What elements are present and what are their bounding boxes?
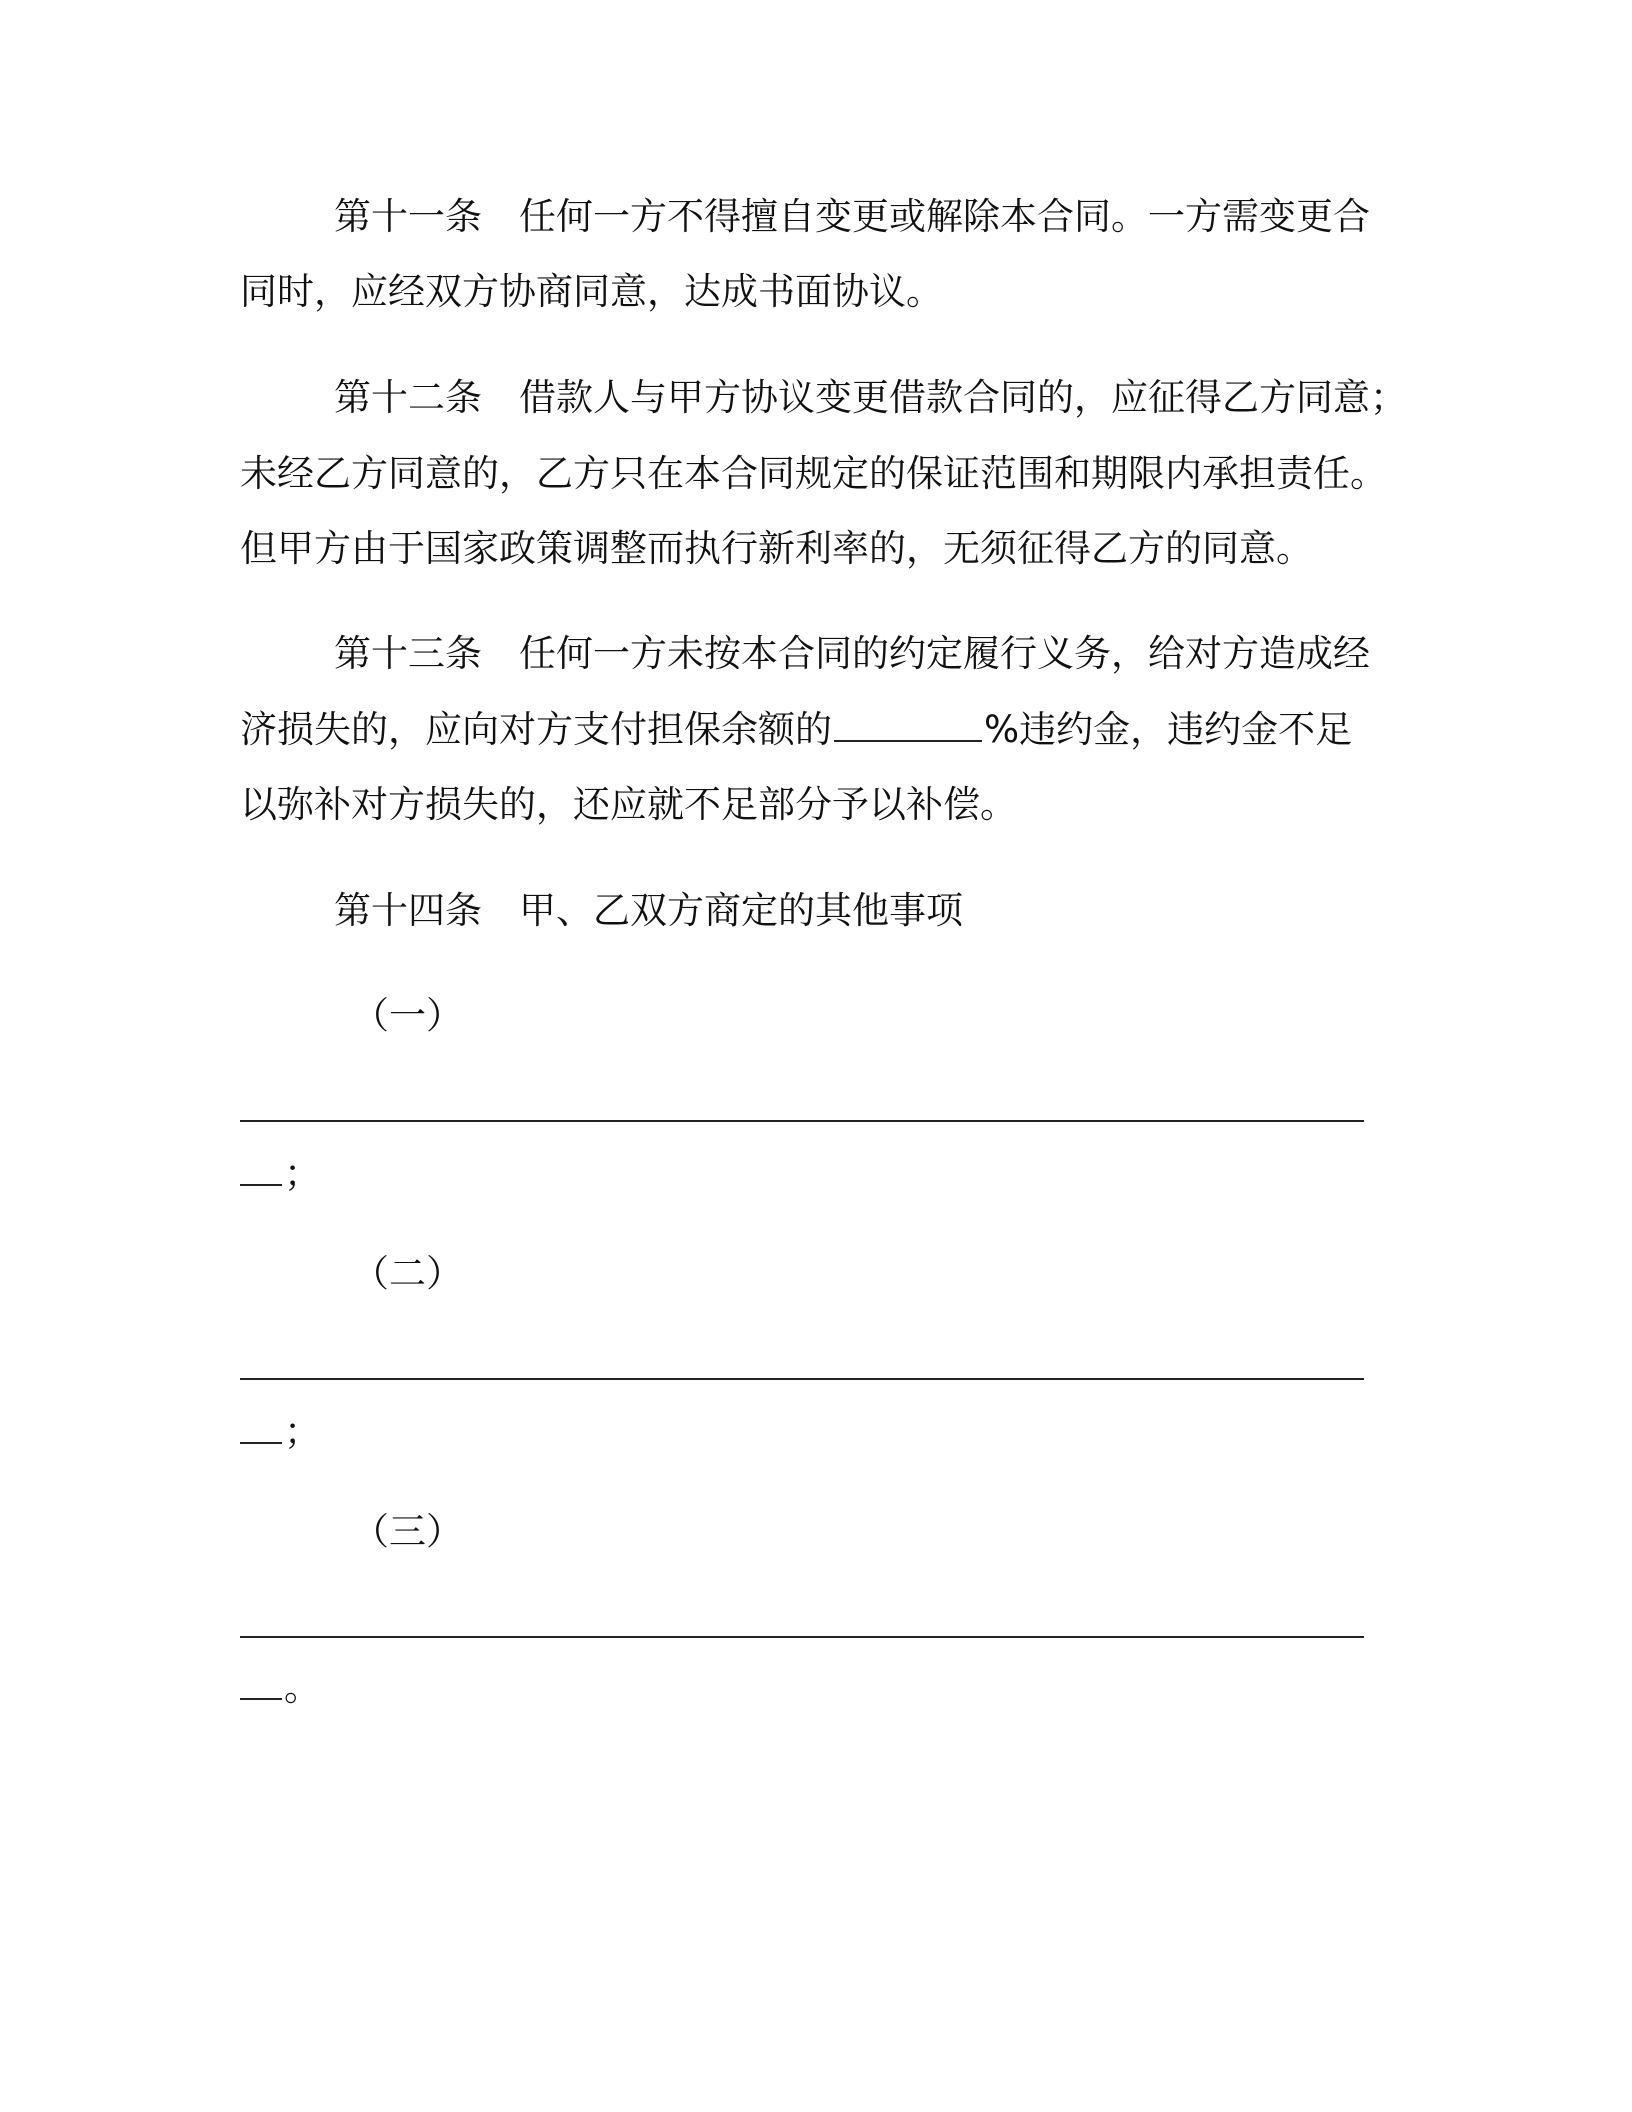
article-14-heading: 第十四条 甲、乙双方商定的其他事项 xyxy=(334,889,963,932)
article-11-line-1: 第十一条 任何一方不得擅自变更或解除本合同。一方需变更合 xyxy=(334,195,1370,238)
item-1-label: （一） xyxy=(352,994,463,1037)
item-2-tail xyxy=(240,1408,321,1456)
item-1-tail xyxy=(240,1150,321,1198)
item-2-blank-stub xyxy=(240,1412,282,1444)
item-2-end-mark: ； xyxy=(284,1410,321,1453)
item-3-blank-line xyxy=(240,1636,1364,1638)
article-11-line-2: 同时，应经双方协商同意，达成书面协议。 xyxy=(240,270,943,313)
article-13-line-1: 第十三条 任何一方未按本合同的约定履行义务，给对方造成经 xyxy=(334,632,1370,675)
item-3-tail xyxy=(240,1664,321,1712)
item-3-blank-stub xyxy=(240,1668,282,1700)
item-2-label: （二） xyxy=(352,1252,463,1295)
article-12-line-2: 未经乙方同意的，乙方只在本合同规定的保证范围和期限内承担责任。 xyxy=(240,452,1387,495)
item-1-end-mark: ； xyxy=(284,1152,321,1195)
article-13-line-2 xyxy=(240,706,1352,754)
item-2-blank-line xyxy=(240,1378,1364,1380)
item-3-label: （三） xyxy=(352,1510,463,1553)
item-1-blank-line xyxy=(240,1120,1364,1122)
penalty-percent-blank xyxy=(834,710,982,742)
article-13-line-2-before: 济损失的，应向对方支付担保余额的 xyxy=(240,708,832,751)
article-12-line-1: 第十二条 借款人与甲方协议变更借款合同的，应征得乙方同意； xyxy=(334,376,1407,419)
item-3-end-mark: 。 xyxy=(284,1666,321,1709)
article-12-line-3: 但甲方由于国家政策调整而执行新利率的，无须征得乙方的同意。 xyxy=(240,527,1313,570)
article-13-line-3: 以弥补对方损失的，还应就不足部分予以补偿。 xyxy=(240,783,1017,826)
article-13-line-2-after: %违约金，违约金不足 xyxy=(984,708,1353,751)
item-1-blank-stub xyxy=(240,1154,282,1186)
